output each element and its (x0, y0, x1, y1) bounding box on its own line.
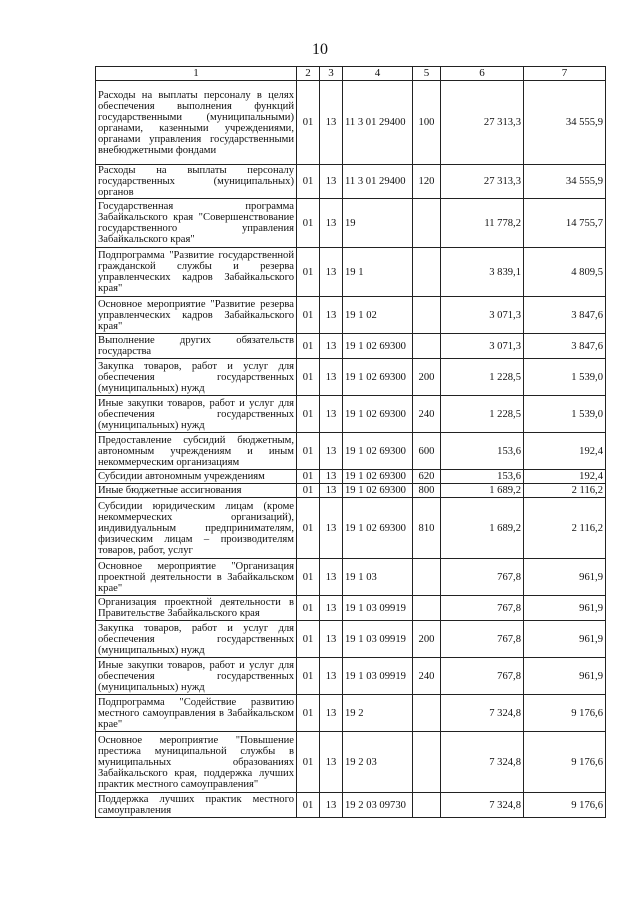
row-name: Иные закупки товаров, работ и услуг для обеспечения государственных (муниципальных) нужд (96, 396, 297, 433)
row-value-1: 7 324,8 (441, 695, 524, 732)
row-value-1: 3 071,3 (441, 297, 524, 334)
row-value-2: 3 847,6 (524, 297, 606, 334)
row-expense-type (413, 695, 441, 732)
row-name: Закупка товаров, работ и услуг для обеспечения государственных (муниципальных) нужд (96, 621, 297, 658)
row-section: 01 (297, 498, 320, 559)
row-target-code: 19 1 02 (343, 297, 413, 334)
row-section: 01 (297, 81, 320, 165)
row-name: Подпрограмма "Содействие развитию местного самоуправления в Забайкальском крае" (96, 695, 297, 732)
row-target-code: 19 2 (343, 695, 413, 732)
row-value-2: 961,9 (524, 596, 606, 621)
table-row (96, 297, 606, 334)
row-subsection: 13 (320, 433, 343, 470)
row-subsection: 13 (320, 248, 343, 297)
row-section: 01 (297, 297, 320, 334)
row-name: Выполнение других обязательств государства (96, 334, 297, 359)
row-expense-type: 240 (413, 658, 441, 695)
row-subsection: 13 (320, 621, 343, 658)
row-section: 01 (297, 658, 320, 695)
row-target-code: 19 1 03 (343, 559, 413, 596)
col-header-5: 5 (413, 67, 441, 81)
row-subsection: 13 (320, 559, 343, 596)
row-target-code: 19 1 02 69300 (343, 359, 413, 396)
budget-table (95, 66, 606, 818)
row-name: Государственная программа Забайкальского края "Совершенствование государственного управления Забайкальского края" (96, 199, 297, 248)
col-header-3: 3 (320, 67, 343, 81)
row-value-2: 192,4 (524, 433, 606, 470)
table-row (96, 484, 606, 498)
row-expense-type (413, 199, 441, 248)
row-value-1: 1 228,5 (441, 359, 524, 396)
row-expense-type: 810 (413, 498, 441, 559)
row-subsection: 13 (320, 81, 343, 165)
row-target-code: 19 1 02 69300 (343, 470, 413, 484)
table-body (96, 81, 606, 818)
row-value-2: 961,9 (524, 658, 606, 695)
row-value-1: 1 689,2 (441, 498, 524, 559)
row-value-1: 3 071,3 (441, 334, 524, 359)
row-value-1: 767,8 (441, 658, 524, 695)
table-row (96, 359, 606, 396)
col-header-1: 1 (96, 67, 297, 81)
row-section: 01 (297, 433, 320, 470)
row-section: 01 (297, 470, 320, 484)
row-value-2: 9 176,6 (524, 793, 606, 818)
row-section: 01 (297, 793, 320, 818)
row-section: 01 (297, 165, 320, 199)
row-value-2: 961,9 (524, 621, 606, 658)
row-expense-type: 240 (413, 396, 441, 433)
table-header-row (96, 67, 606, 81)
row-expense-type: 800 (413, 484, 441, 498)
row-value-2: 9 176,6 (524, 732, 606, 793)
row-value-1: 153,6 (441, 433, 524, 470)
row-section: 01 (297, 396, 320, 433)
row-section: 01 (297, 732, 320, 793)
row-value-1: 11 778,2 (441, 199, 524, 248)
row-subsection: 13 (320, 695, 343, 732)
row-name: Субсидии автономным учреждениям (96, 470, 297, 484)
row-value-2: 2 116,2 (524, 484, 606, 498)
table-row (96, 732, 606, 793)
col-header-4: 4 (343, 67, 413, 81)
row-section: 01 (297, 596, 320, 621)
table-row (96, 596, 606, 621)
row-subsection: 13 (320, 484, 343, 498)
row-value-1: 3 839,1 (441, 248, 524, 297)
row-name: Основное мероприятие "Повышение престижа муниципальной службы в муниципальных образованиях Забайкальского края, поддержка лучших практик местного самоуправления" (96, 732, 297, 793)
table-row (96, 248, 606, 297)
row-section: 01 (297, 248, 320, 297)
row-value-2: 9 176,6 (524, 695, 606, 732)
table-row (96, 165, 606, 199)
row-value-2: 1 539,0 (524, 396, 606, 433)
row-subsection: 13 (320, 658, 343, 695)
row-subsection: 13 (320, 199, 343, 248)
row-subsection: 13 (320, 732, 343, 793)
row-value-2: 14 755,7 (524, 199, 606, 248)
row-name: Закупка товаров, работ и услуг для обеспечения государственных (муниципальных) нужд (96, 359, 297, 396)
row-expense-type: 200 (413, 621, 441, 658)
row-section: 01 (297, 484, 320, 498)
row-subsection: 13 (320, 596, 343, 621)
row-subsection: 13 (320, 165, 343, 199)
page-number: 10 (312, 41, 328, 58)
row-target-code: 19 1 02 69300 (343, 433, 413, 470)
row-value-2: 1 539,0 (524, 359, 606, 396)
row-name: Основное мероприятие "Развитие резерва управленческих кадров Забайкальского края" (96, 297, 297, 334)
col-header-6: 6 (441, 67, 524, 81)
row-name: Иные закупки товаров, работ и услуг для обеспечения государственных (муниципальных) нужд (96, 658, 297, 695)
row-name: Субсидии юридическим лицам (кроме некоммерческих организаций), индивидуальным предпринимателям, физическим лицам – производителям товаров, работ, услуг (96, 498, 297, 559)
row-expense-type (413, 334, 441, 359)
row-target-code: 19 1 02 69300 (343, 396, 413, 433)
row-name: Предоставление субсидий бюджетным, автономным учреждениям и иным некоммерческим организациям (96, 433, 297, 470)
row-expense-type: 100 (413, 81, 441, 165)
row-expense-type: 120 (413, 165, 441, 199)
row-subsection: 13 (320, 334, 343, 359)
row-subsection: 13 (320, 793, 343, 818)
row-target-code: 19 (343, 199, 413, 248)
row-value-2: 2 116,2 (524, 498, 606, 559)
table-row (96, 396, 606, 433)
row-target-code: 19 1 02 69300 (343, 484, 413, 498)
row-value-1: 153,6 (441, 470, 524, 484)
table-row (96, 658, 606, 695)
row-target-code: 19 2 03 (343, 732, 413, 793)
row-target-code: 11 3 01 29400 (343, 81, 413, 165)
row-name: Организация проектной деятельности в Правительстве Забайкальского края (96, 596, 297, 621)
row-section: 01 (297, 621, 320, 658)
row-section: 01 (297, 199, 320, 248)
table-row (96, 470, 606, 484)
table-row (96, 793, 606, 818)
row-value-1: 767,8 (441, 621, 524, 658)
row-value-1: 27 313,3 (441, 81, 524, 165)
col-header-2: 2 (297, 67, 320, 81)
row-name: Иные бюджетные ассигнования (96, 484, 297, 498)
row-section: 01 (297, 334, 320, 359)
table-row (96, 498, 606, 559)
table-row (96, 334, 606, 359)
row-value-2: 4 809,5 (524, 248, 606, 297)
table-row (96, 199, 606, 248)
table-row (96, 621, 606, 658)
row-target-code: 19 1 03 09919 (343, 596, 413, 621)
row-subsection: 13 (320, 396, 343, 433)
row-target-code: 19 1 02 69300 (343, 498, 413, 559)
row-subsection: 13 (320, 297, 343, 334)
row-section: 01 (297, 695, 320, 732)
row-name: Основное мероприятие "Организация проектной деятельности в Забайкальском крае" (96, 559, 297, 596)
row-expense-type (413, 793, 441, 818)
row-target-code: 19 1 03 09919 (343, 621, 413, 658)
row-expense-type (413, 297, 441, 334)
col-header-7: 7 (524, 67, 606, 81)
row-subsection: 13 (320, 470, 343, 484)
row-value-2: 961,9 (524, 559, 606, 596)
row-name: Поддержка лучших практик местного самоуправления (96, 793, 297, 818)
row-value-1: 7 324,8 (441, 732, 524, 793)
row-value-1: 767,8 (441, 596, 524, 621)
row-name: Расходы на выплаты персоналу государственных (муниципальных) органов (96, 165, 297, 199)
row-value-1: 1 689,2 (441, 484, 524, 498)
row-value-2: 34 555,9 (524, 165, 606, 199)
row-target-code: 19 1 02 69300 (343, 334, 413, 359)
row-subsection: 13 (320, 359, 343, 396)
row-value-1: 7 324,8 (441, 793, 524, 818)
row-target-code: 11 3 01 29400 (343, 165, 413, 199)
row-expense-type: 620 (413, 470, 441, 484)
row-value-2: 192,4 (524, 470, 606, 484)
row-expense-type (413, 732, 441, 793)
row-target-code: 19 1 (343, 248, 413, 297)
row-target-code: 19 2 03 09730 (343, 793, 413, 818)
row-value-1: 767,8 (441, 559, 524, 596)
row-value-2: 3 847,6 (524, 334, 606, 359)
row-value-2: 34 555,9 (524, 81, 606, 165)
row-expense-type (413, 596, 441, 621)
row-section: 01 (297, 359, 320, 396)
row-expense-type: 200 (413, 359, 441, 396)
row-value-1: 1 228,5 (441, 396, 524, 433)
row-target-code: 19 1 03 09919 (343, 658, 413, 695)
row-expense-type (413, 248, 441, 297)
row-section: 01 (297, 559, 320, 596)
row-expense-type: 600 (413, 433, 441, 470)
table-row (96, 559, 606, 596)
row-name: Расходы на выплаты персоналу в целях обеспечения выполнения функций государственными (муниципальными) органами, казенными учреждениями, органами управления государственными внебюджетными фондами (96, 81, 297, 165)
table-row (96, 81, 606, 165)
table-row (96, 433, 606, 470)
table-row (96, 695, 606, 732)
row-expense-type (413, 559, 441, 596)
row-value-1: 27 313,3 (441, 165, 524, 199)
row-subsection: 13 (320, 498, 343, 559)
row-name: Подпрограмма "Развитие государственной гражданской службы и резерва управленческих кадров Забайкальского края" (96, 248, 297, 297)
